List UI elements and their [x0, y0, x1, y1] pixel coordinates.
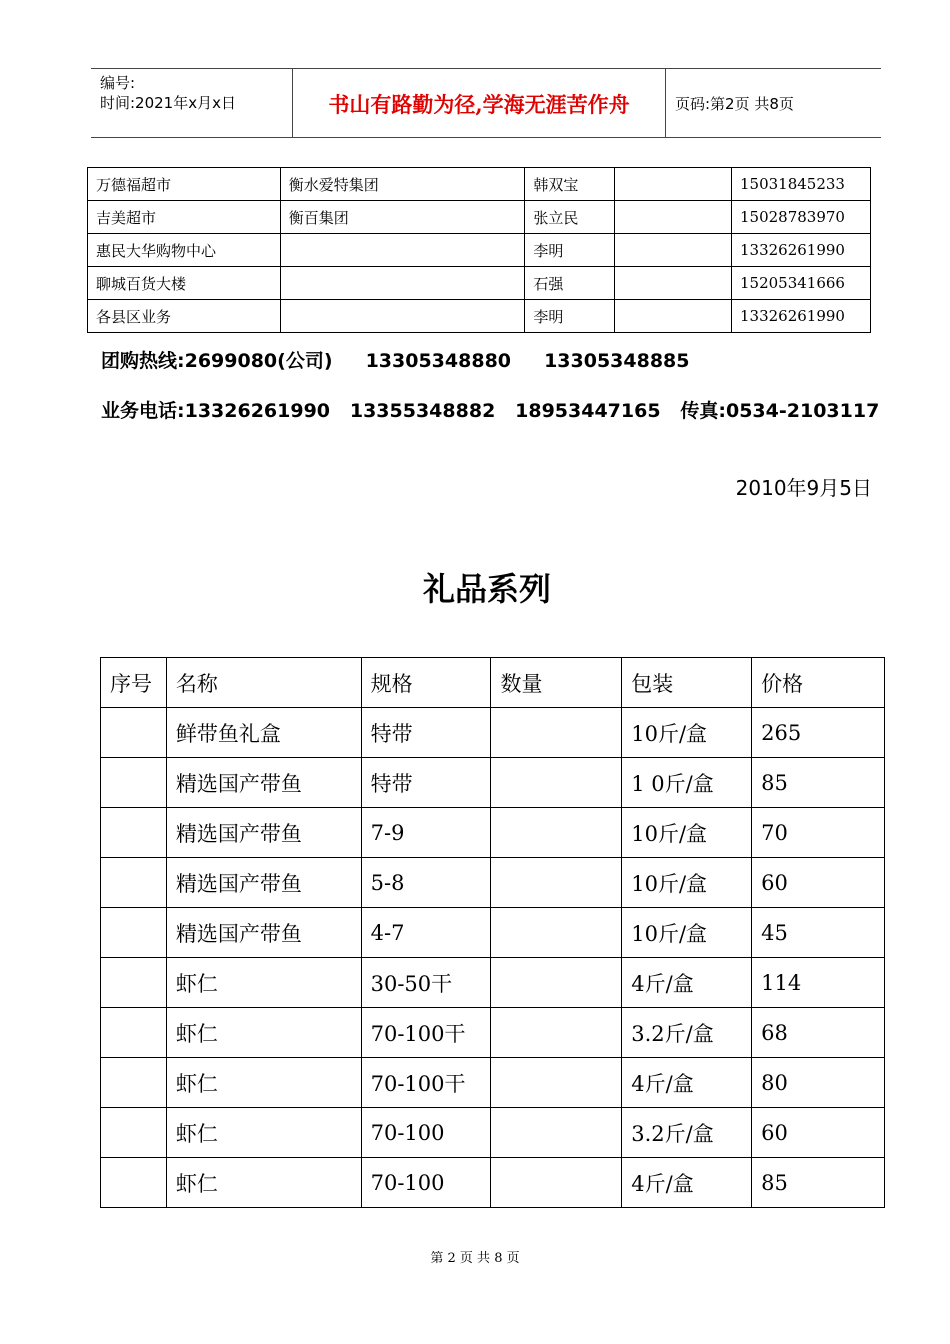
header-price: 价格	[752, 658, 885, 708]
table-row	[101, 808, 885, 858]
quantity-cell	[491, 1008, 622, 1058]
header-quantity: 数量	[491, 658, 622, 708]
name-cell: 虾仁	[166, 1008, 361, 1058]
number-label: 编号:	[100, 74, 136, 92]
name-cell: 精选国产带鱼	[166, 808, 361, 858]
empty-cell	[615, 201, 732, 234]
page-footer: 第 2 页 共 8 页	[430, 1251, 520, 1266]
name-cell: 精选国产带鱼	[166, 758, 361, 808]
name-cell: 虾仁	[166, 958, 361, 1008]
header-motto: 书山有路勤为径,学海无涯苦作舟	[328, 92, 630, 117]
package-cell: 4斤/盒	[622, 958, 752, 1008]
contact-person-cell: 石强	[525, 267, 615, 300]
table-row	[101, 1058, 885, 1108]
table-row	[88, 300, 871, 333]
index-cell	[101, 758, 167, 808]
header-package: 包装	[622, 658, 752, 708]
phone-cell: 15205341666	[732, 267, 871, 300]
quantity-cell	[491, 1058, 622, 1108]
section-title: 礼品系列	[422, 570, 551, 608]
store-cell: 惠民大华购物中心	[88, 234, 281, 267]
name-cell: 精选国产带鱼	[166, 908, 361, 958]
store-cell: 万德福超市	[88, 168, 281, 201]
price-cell: 265	[752, 708, 885, 758]
price-cell: 85	[752, 758, 885, 808]
phone-cell: 15031845233	[732, 168, 871, 201]
package-cell: 4斤/盒	[622, 1058, 752, 1108]
index-cell	[101, 808, 167, 858]
price-cell: 70	[752, 808, 885, 858]
store-cell: 吉美超市	[88, 201, 281, 234]
table-header-row	[101, 658, 885, 708]
group-cell	[280, 300, 525, 333]
group-cell	[280, 234, 525, 267]
header-meta	[100, 73, 236, 113]
table-row	[101, 1158, 885, 1208]
spec-cell: 特带	[361, 758, 491, 808]
price-cell: 68	[752, 1008, 885, 1058]
header-spec: 规格	[361, 658, 491, 708]
store-cell: 各县区业务	[88, 300, 281, 333]
header-divider	[665, 69, 666, 137]
package-cell: 4斤/盒	[622, 1158, 752, 1208]
business-phone-line: 业务电话:13326261990 13355348882 18953447165 传真:0534-2103117	[101, 400, 880, 422]
index-cell	[101, 1058, 167, 1108]
index-cell	[101, 1158, 167, 1208]
name-cell: 虾仁	[166, 1058, 361, 1108]
price-cell: 114	[752, 958, 885, 1008]
price-cell: 45	[752, 908, 885, 958]
package-cell: 3.2斤/盒	[622, 1008, 752, 1058]
table-row	[88, 267, 871, 300]
price-cell: 85	[752, 1158, 885, 1208]
group-cell	[280, 267, 525, 300]
package-cell: 10斤/盒	[622, 808, 752, 858]
table-row	[88, 168, 871, 201]
quantity-cell	[491, 808, 622, 858]
group-purchase-hotline: 团购热线:2699080(公司) 13305348880 13305348885	[101, 350, 690, 372]
empty-cell	[615, 234, 732, 267]
table-row	[88, 234, 871, 267]
package-cell: 10斤/盒	[622, 908, 752, 958]
name-cell: 精选国产带鱼	[166, 858, 361, 908]
products-table	[100, 657, 885, 1208]
spec-cell: 7-9	[361, 808, 491, 858]
table-row	[101, 758, 885, 808]
price-cell: 60	[752, 1108, 885, 1158]
spec-cell: 4-7	[361, 908, 491, 958]
empty-cell	[615, 168, 732, 201]
table-row	[101, 858, 885, 908]
index-cell	[101, 858, 167, 908]
table-row	[101, 1008, 885, 1058]
package-cell: 10斤/盒	[622, 708, 752, 758]
index-cell	[101, 708, 167, 758]
table-row	[101, 1108, 885, 1158]
document-date: 2010年9月5日	[735, 476, 872, 500]
table-row	[88, 201, 871, 234]
quantity-cell	[491, 858, 622, 908]
spec-cell: 70-100干	[361, 1008, 491, 1058]
group-cell: 衡水爱特集团	[280, 168, 525, 201]
phone-cell: 13326261990	[732, 234, 871, 267]
name-cell: 鲜带鱼礼盒	[166, 708, 361, 758]
header-index: 序号	[101, 658, 167, 708]
contact-person-cell: 李明	[525, 234, 615, 267]
spec-cell: 30-50干	[361, 958, 491, 1008]
phone-cell: 13326261990	[732, 300, 871, 333]
index-cell	[101, 908, 167, 958]
store-cell: 聊城百货大楼	[88, 267, 281, 300]
spec-cell: 特带	[361, 708, 491, 758]
quantity-cell	[491, 1108, 622, 1158]
index-cell	[101, 1108, 167, 1158]
package-cell: 1 0斤/盒	[622, 758, 752, 808]
table-row	[101, 908, 885, 958]
price-cell: 60	[752, 858, 885, 908]
empty-cell	[615, 267, 732, 300]
phone-cell: 15028783970	[732, 201, 871, 234]
quantity-cell	[491, 958, 622, 1008]
group-cell: 衡百集团	[280, 201, 525, 234]
quantity-cell	[491, 908, 622, 958]
spec-cell: 5-8	[361, 858, 491, 908]
package-cell: 3.2斤/盒	[622, 1108, 752, 1158]
spec-cell: 70-100	[361, 1108, 491, 1158]
quantity-cell	[491, 758, 622, 808]
contacts-table	[87, 167, 871, 333]
header-name: 名称	[166, 658, 361, 708]
page-header	[91, 68, 881, 138]
quantity-cell	[491, 1158, 622, 1208]
index-cell	[101, 1008, 167, 1058]
package-cell: 10斤/盒	[622, 858, 752, 908]
spec-cell: 70-100	[361, 1158, 491, 1208]
table-row	[101, 958, 885, 1008]
table-row	[101, 708, 885, 758]
quantity-cell	[491, 708, 622, 758]
empty-cell	[615, 300, 732, 333]
index-cell	[101, 958, 167, 1008]
contact-person-cell: 李明	[525, 300, 615, 333]
spec-cell: 70-100干	[361, 1058, 491, 1108]
contact-person-cell: 张立民	[525, 201, 615, 234]
contact-person-cell: 韩双宝	[525, 168, 615, 201]
name-cell: 虾仁	[166, 1108, 361, 1158]
price-cell: 80	[752, 1058, 885, 1108]
name-cell: 虾仁	[166, 1158, 361, 1208]
page-number-label: 页码:第2页 共8页	[675, 95, 794, 113]
time-label: 时间:2021年x月x日	[100, 94, 236, 112]
